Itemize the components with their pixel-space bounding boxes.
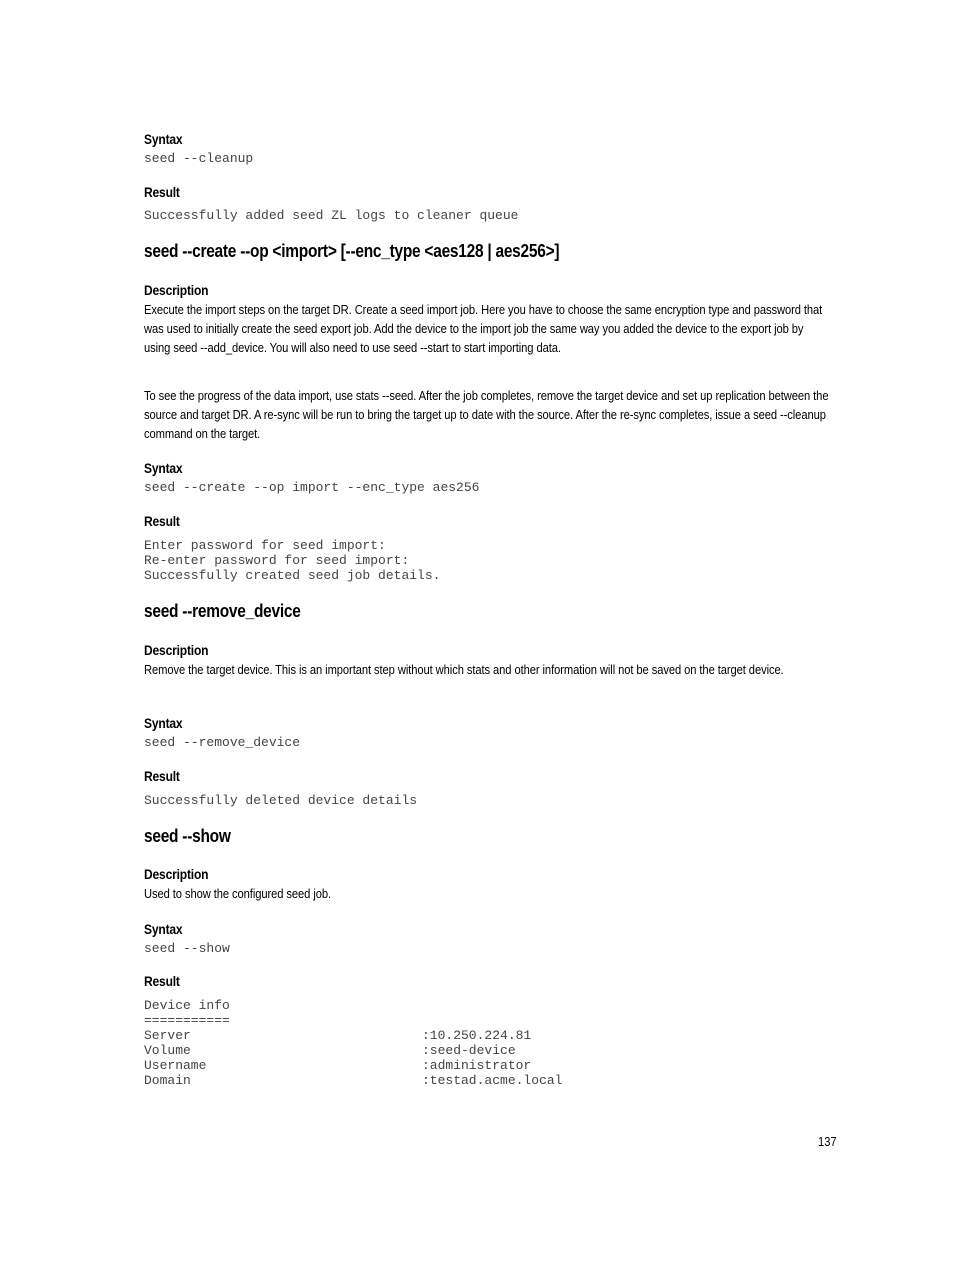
result-value: :seed-device xyxy=(422,1043,516,1058)
result-key: Domain xyxy=(144,1073,191,1088)
description-heading: Description xyxy=(144,282,209,298)
section-heading-show: seed --show xyxy=(144,826,231,846)
description-paragraph: Used to show the configured seed job. xyxy=(144,886,332,901)
result-row xyxy=(144,1058,562,1073)
result-row xyxy=(144,1043,562,1058)
section-heading-remove-device: seed --remove_device xyxy=(144,601,301,621)
result-line: Enter password for seed import: xyxy=(144,538,386,553)
description-heading: Description xyxy=(144,642,209,658)
result-code: Successfully deleted device details xyxy=(144,793,418,808)
result-value: :10.250.224.81 xyxy=(422,1028,532,1043)
syntax-heading: Syntax xyxy=(144,921,183,937)
syntax-code: seed --create --op import --enc_type aes256 xyxy=(144,480,480,495)
result-key: Volume xyxy=(144,1043,191,1058)
description-heading: Description xyxy=(144,866,209,882)
result-rule: =========== xyxy=(144,1013,230,1028)
result-value: :testad.acme.local xyxy=(422,1073,563,1088)
description-paragraph: To see the progress of the data import, use stats --seed. After the job completes, remove the target device and set up replication between the source and target DR. A re-sync will be run to bring the target up to date with the source. After the re-sync completes, issue a seed --cleanup command on the target. xyxy=(144,388,829,442)
result-heading: Result xyxy=(144,184,180,200)
result-code: Successfully added seed ZL logs to cleaner queue xyxy=(144,208,519,223)
result-code-block xyxy=(144,998,562,1088)
syntax-code: seed --remove_device xyxy=(144,735,301,750)
result-code-block xyxy=(144,538,440,583)
result-key: Username xyxy=(144,1058,207,1073)
result-value: :administrator xyxy=(422,1058,532,1073)
result-title: Device info xyxy=(144,998,230,1013)
syntax-code: seed --show xyxy=(144,941,230,956)
result-line: Re-enter password for seed import: xyxy=(144,553,410,568)
page-number: 137 xyxy=(818,1134,837,1149)
result-key: Server xyxy=(144,1028,191,1043)
result-line: Successfully created seed job details. xyxy=(144,568,441,583)
syntax-code: seed --cleanup xyxy=(144,151,254,166)
syntax-heading: Syntax xyxy=(144,715,183,731)
result-heading: Result xyxy=(144,973,180,989)
result-row xyxy=(144,1073,562,1088)
syntax-heading: Syntax xyxy=(144,131,183,147)
result-row xyxy=(144,1028,562,1043)
result-heading: Result xyxy=(144,768,180,784)
section-heading-create: seed --create --op <import> [--enc_type <aes128 | aes256>] xyxy=(144,241,560,261)
description-paragraph: Remove the target device. This is an important step without which stats and other information will not be saved on the target device. xyxy=(144,662,784,677)
syntax-heading: Syntax xyxy=(144,460,183,476)
description-paragraph: Execute the import steps on the target DR. Create a seed import job. Here you have to choose the same encryption type and password that was used to initially create the seed export job. Add the device to the import job the same way you added the device to the export job by using seed --add_device. You will also need to use seed --start to start importing data. xyxy=(144,302,823,356)
result-heading: Result xyxy=(144,513,180,529)
